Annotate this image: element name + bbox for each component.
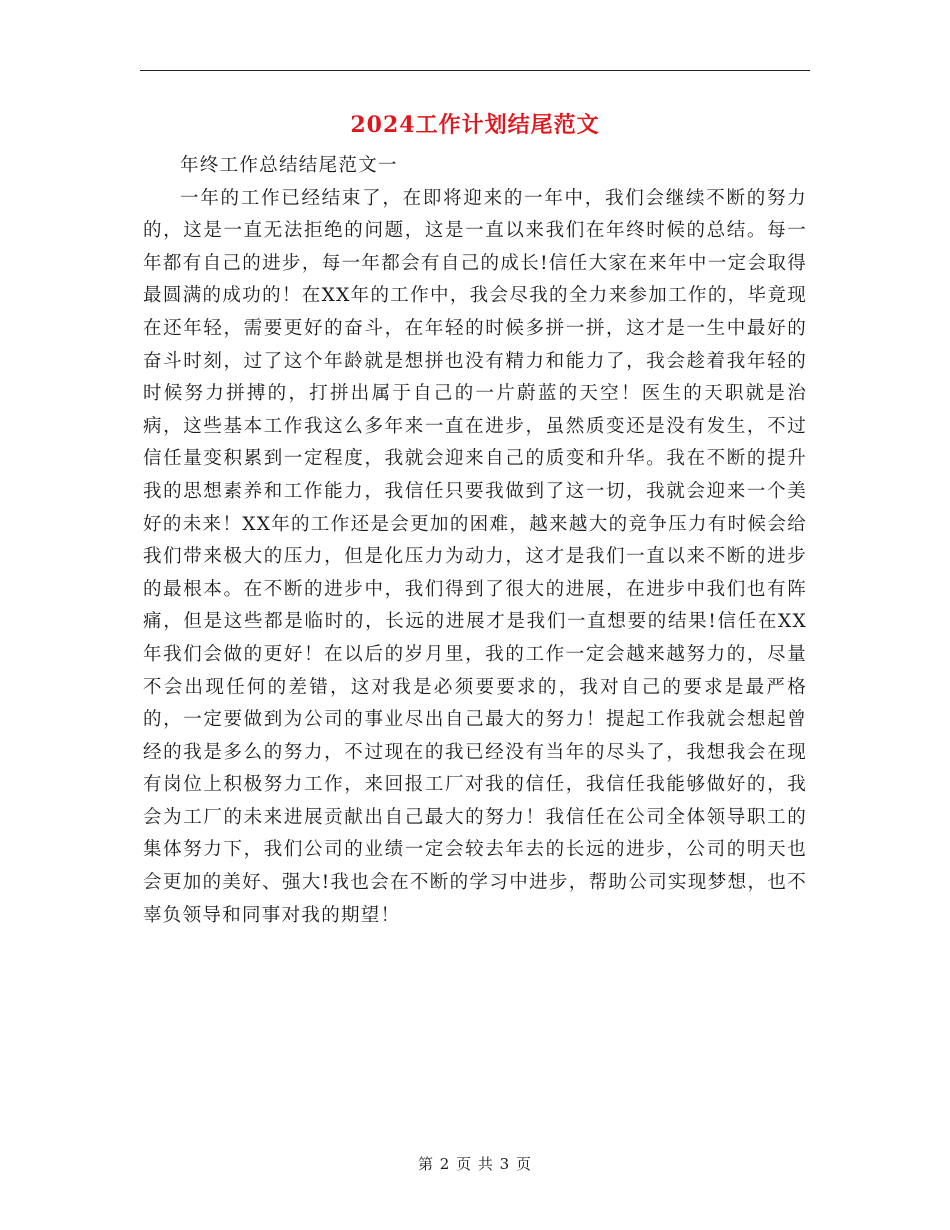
- header-rule: [140, 70, 810, 71]
- document-body: [143, 150, 807, 932]
- document-title: 2024工作计划结尾范文: [350, 112, 600, 138]
- section-heading: 年终工作总结结尾范文一: [180, 155, 398, 176]
- body-paragraph: 一年的工作已经结束了，在即将迎来的一年中，我们会继续不断的努力的，这是一直无法拒绝的问题，这是一直以来我们在年终时候的总结。每一年都有自己的进步，每一年都会有自己的成长!信任大家在来年中一定会取得最圆满的成功的！在XX年的工作中，我会尽我的全力来参加工作的，毕竟现在还年轻，需要更好的奋斗，在年轻的时候多拼一拼，这才是一生中最好的奋斗时刻，过了这个年龄就是想拼也没有精力和能力了，我会趁着我年轻的时候努力拼搏的，打拼出属于自己的一片蔚蓝的天空！医生的天职就是治病，这些基本工作我这么多年来一直在进步，虽然质变还是没有发生，不过信任量变积累到一定程度，我就会迎来自己的质变和升华。我在不断的提升我的思想素养和工作能力，我信任只要我做到了这一切，我就会迎来一个美好的未来！XX年的工作还是会更加的困难，越来越大的竞争压力有时候会给我们带来极大的压力，但是化压力为动力，这才是我们一直以来不断的进步的最根本。在不断的进步中，我们得到了很大的进展，在进步中我们也有阵痛，但是这些都是临时的，长远的进展才是我们一直想要的结果!信任在XX年我们会做的更好！在以后的岁月里，我的工作一定会越来越努力的，尽量不会出现任何的差错，这对我是必须要要求的，我对自己的要求是最严格的，一定要做到为公司的事业尽出自己最大的努力！提起工作我就会想起曾经的我是多么的努力，不过现在的我已经没有当年的尽头了，我想我会在现有岗位上积极努力工作，来回报工厂对我的信任，我信任我能够做好的，我会为工厂的未来进展贡献出自己最大的努力！我信任在公司全体领导职工的集体努力下，我们公司的业绩一定会较去年去的长远的进步，公司的明天也会更加的美好、强大!我也会在不断的学习中进步，帮助公司实现梦想，也不辜负领导和同事对我的期望！: [143, 187, 807, 926]
- page-number: 第 2 页 共 3 页: [418, 1155, 532, 1173]
